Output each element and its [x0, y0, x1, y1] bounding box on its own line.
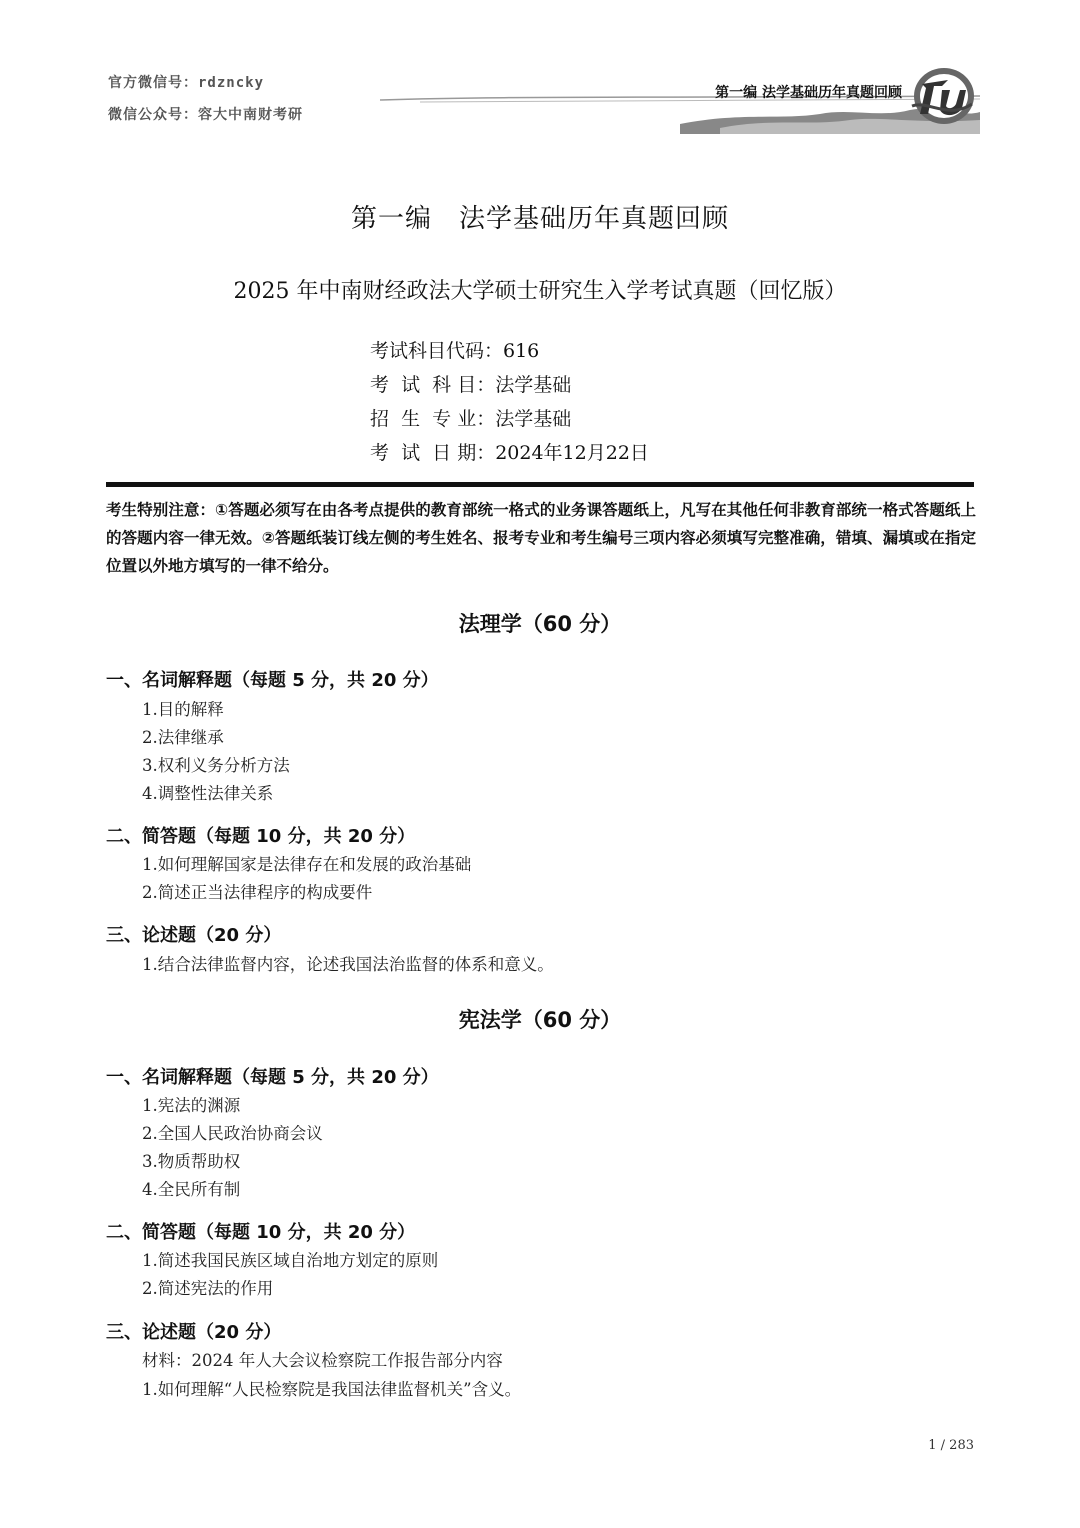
exam-major: 招 生 专 业：法学基础 — [370, 408, 572, 430]
question-item: 4.调整性法律关系 — [142, 784, 274, 803]
section-title-jurisprudence: 法理学（60 分） — [458, 612, 622, 636]
page-title: 第一编 法学基础历年真题回顾 — [350, 204, 729, 234]
question-item: 1.目的解释 — [142, 700, 224, 719]
question-item: 2.简述宪法的作用 — [142, 1279, 274, 1298]
question-item: 2.法律继承 — [142, 728, 224, 747]
question-heading: 一、名词解释题（每题 5 分，共 20 分） — [106, 670, 439, 691]
exam-notice: 考生特别注意：①答题必须写在由各考点提供的教育部统一格式的业务课答题纸上，凡写在其他任何非教育部统一格式答题纸上的答题内容一律无效。②答题纸装订线左侧的考生姓名、报考专业和考生编号三项内容必须填写完整准确，错填、漏填或在指定位置以外地方填写的一律不给分。 — [106, 501, 976, 575]
header-chapter: 第一编 法学基础历年真题回顾 — [715, 85, 902, 101]
question-item: 3.权利义务分析方法 — [142, 756, 290, 775]
question-material: 材料：2024 年人大会议检察院工作报告部分内容 — [142, 1351, 503, 1370]
question-item: 3.物质帮助权 — [142, 1152, 241, 1171]
header-left — [108, 72, 303, 124]
wechat-id: 官方微信号：rdzncky — [108, 75, 265, 91]
divider — [106, 482, 974, 487]
question-item: 1.宪法的渊源 — [142, 1096, 241, 1115]
exam-date: 考 试 日 期：2024年12月22日 — [370, 442, 649, 464]
exam-info — [370, 334, 649, 470]
section-title-constitutional-law: 宪法学（60 分） — [458, 1008, 622, 1032]
question-item: 2.简述正当法律程序的构成要件 — [142, 883, 373, 902]
question-heading: 二、简答题（每题 10 分，共 20 分） — [106, 826, 416, 847]
question-heading: 三、论述题（20 分） — [106, 925, 282, 946]
question-heading: 三、论述题（20 分） — [106, 1322, 282, 1343]
question-item: 2.全国人民政治协商会议 — [142, 1124, 323, 1143]
question-item: 1.结合法律监督内容，论述我国法治监督的体系和意义。 — [142, 955, 554, 974]
question-heading: 一、名词解释题（每题 5 分，共 20 分） — [106, 1067, 439, 1088]
exam-subject: 考 试 科 目：法学基础 — [370, 374, 572, 396]
page-number: 1 / 283 — [928, 1438, 974, 1453]
question-item: 4.全民所有制 — [142, 1180, 241, 1199]
exam-code: 考试科目代码：616 — [370, 340, 540, 362]
question-item: 1.如何理解“人民检察院是我国法律监督机关”含义。 — [142, 1380, 522, 1399]
exam-subtitle: 2025 年中南财经政法大学硕士研究生入学考试真题（回忆版） — [233, 279, 847, 304]
question-item: 1.如何理解国家是法律存在和发展的政治基础 — [142, 855, 472, 874]
question-heading: 二、简答题（每题 10 分，共 20 分） — [106, 1222, 416, 1243]
question-item: 1.简述我国民族区域自治地方划定的原则 — [142, 1251, 439, 1270]
wechat-public-account: 微信公众号：容大中南财考研 — [108, 107, 303, 123]
logo-icon — [908, 60, 976, 130]
